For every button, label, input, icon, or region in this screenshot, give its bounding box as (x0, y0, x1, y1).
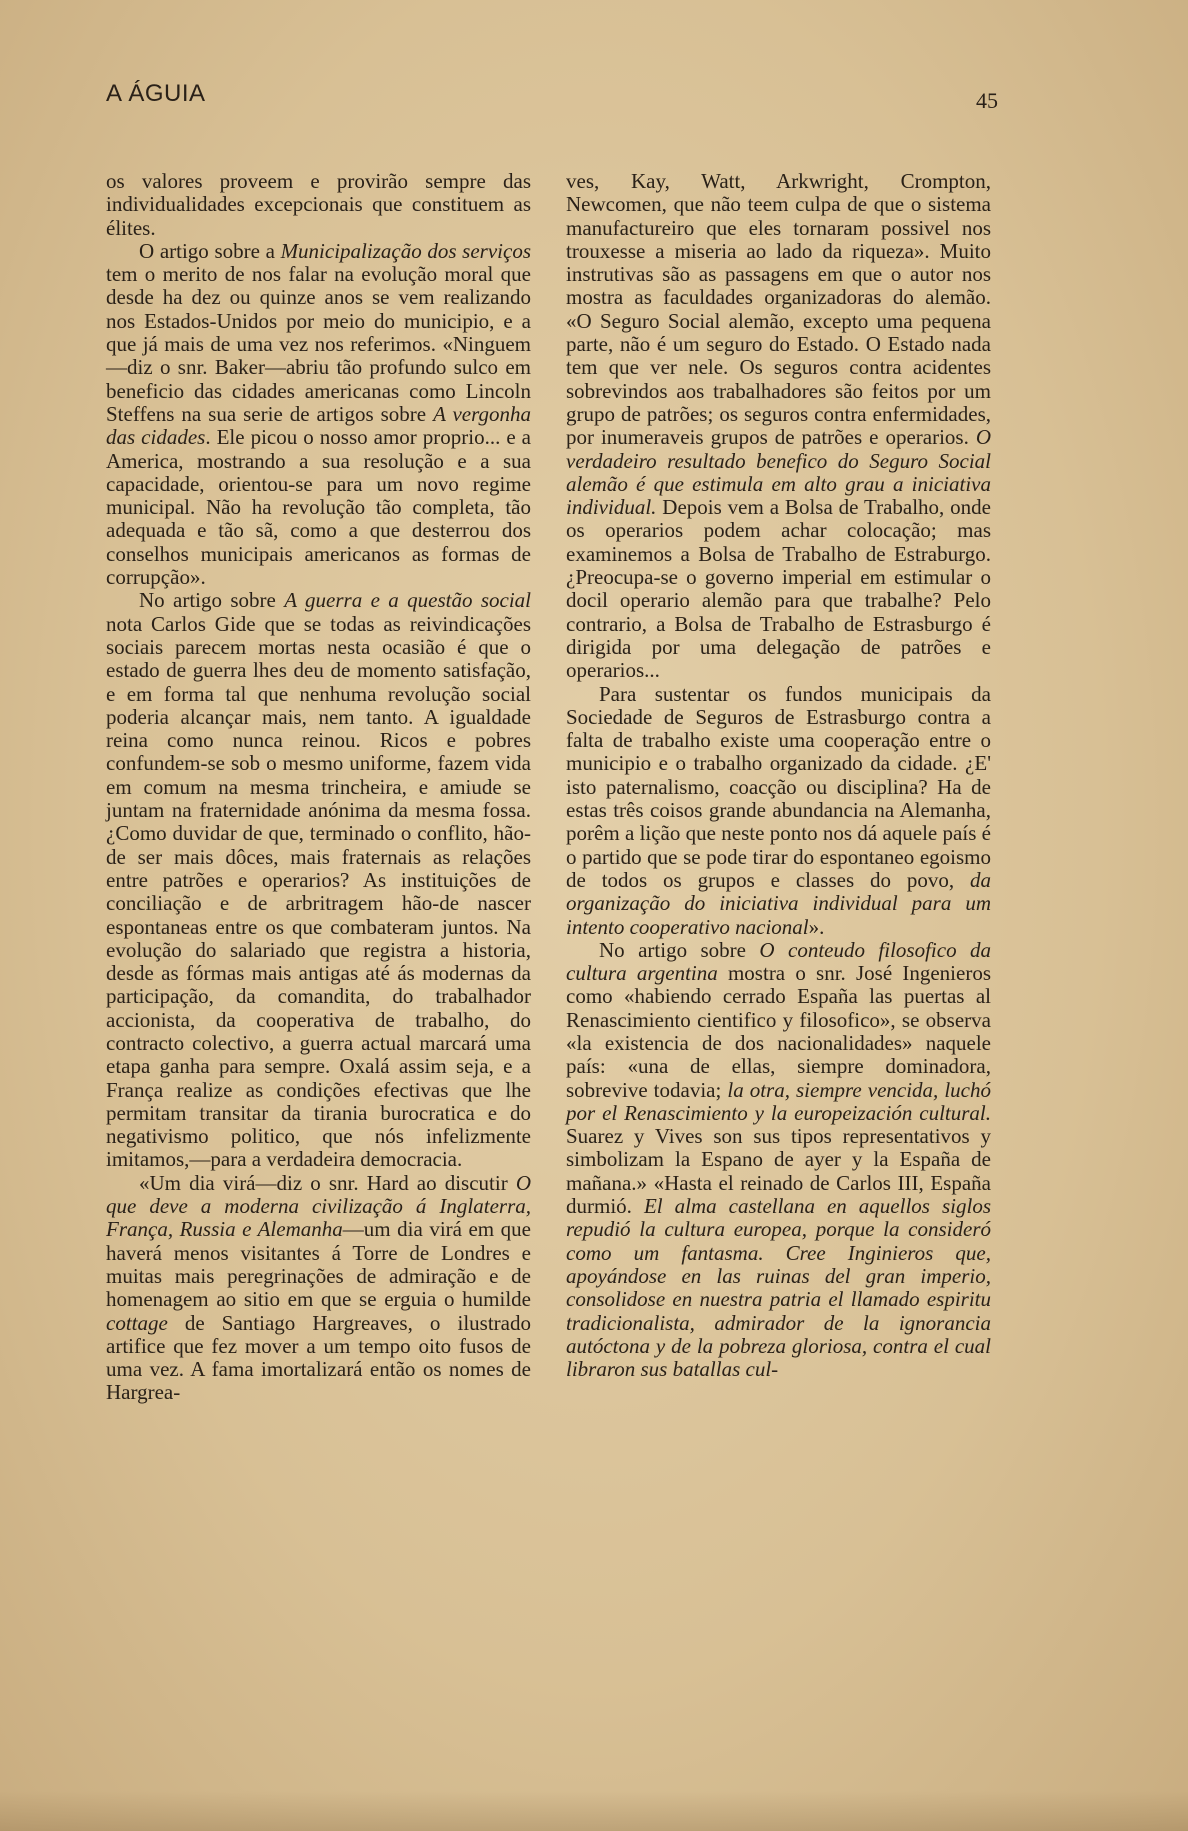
page-header (106, 80, 998, 114)
paragraph (106, 589, 531, 1171)
text-run: Suarez y Vives son sus tipos representativos y simbolizam la Espano de ayer y la España de mañana.» «Hasta el reinado de Carlos III, España durmió. (566, 1124, 991, 1219)
text-run: O artigo sobre a (139, 238, 281, 263)
text-run: de Santiago Hargreaves, o ilustrado artifice que fez mover a um tempo oito fusos de uma vez. A fama imortalizará então os nomes de Hargrea- (106, 1310, 531, 1405)
italic-text: cottage (106, 1310, 168, 1335)
text-run: tem o merito de nos falar na evolução moral que desde ha dez ou quinze anos se vem realizando nos Estados-Unidos por meio do municipio, e a que já mais de uma vez nos referimos. «Ninguem—diz o snr. Baker—abriu tão profundo sulco em beneficio das cidades americanas como Lincoln Steffens na sua serie de artigos sobre (106, 262, 531, 426)
right-text-column (566, 170, 991, 1381)
text-run: Depois vem a Bolsa de Trabalho, onde os operarios podem achar colocação; mas examinemos a Bolsa de Trabalho de Estraburgo. ¿Preocupa-se o governo imperial em estimular o docil operario alemão para que trabalhe? Pelo contrario, a Bolsa de Trabalho de Estrasburgo é dirigida por uma delegação de patrões e operarios... (566, 495, 991, 683)
paragraph (566, 170, 991, 683)
text-run: Para sustentar os fundos municipais da Sociedade de Seguros de Estrasburgo contra a falta de trabalho existe uma cooperação entre o municipio e o trabalho organizado da cidade. ¿E' isto paternalismo, coacção ou disciplina? Ha de estas três coisos grande abundancia na Alemanha, porêm a lição que neste ponto nos dá aquele país é o partido que se pode tirar do espontaneo egoismo de todos os grupos e classes do povo, (566, 681, 991, 892)
italic-text: O verdadeiro resultado benefico do Seguro Social alemão é que estimula em alto grau a iniciativa individual. (566, 425, 991, 520)
text-run: «Um dia virá—diz o snr. Hard ao discutir (139, 1170, 516, 1195)
text-run: ». (808, 914, 825, 939)
text-run: mostra o snr. José Ingenieros como «habiendo cerrado España las puertas al Renascimiento cientifico y filosofico», se observa «la existencia de dos nacionalidades» naquele país: «una de ellas, siempre dominadora, sobrevive todavia; (566, 961, 992, 1102)
italic-text: da organização do iniciativa individual para um intento cooperativo nacional (566, 867, 991, 939)
paragraph (106, 240, 531, 589)
italic-text: O conteudo filosofico da cultura argentina (566, 937, 992, 986)
italic-text: El alma castellana en aquellos siglos repudió la cultura europea, porque la consideró como um fantasma. Cree Inginieros que, apoyándose en las ruinas del gran imperio, consolidose en nuestra patria el llamado espiritu tradicionalista, admirador de la ignorancia autóctona y de la pobreza gloriosa, contra el cual libraron sus batallas cul- (566, 1194, 991, 1382)
italic-text: A guerra e a questão social (284, 588, 531, 613)
page-number: 45 (976, 88, 998, 113)
text-run: ves, Kay, Watt, Arkwright, Crompton, Newcomen, que não teem culpa de que o sistema manufactureiro que eles tornaram possivel nos trouxesse a miseria ao lado da riqueza». Muito instrutivas são as passagens em que o autor nos mostra as faculdades organizadoras do alemão. «O Seguro Social alemão, excepto uma pequena parte, não é um seguro do Estado. O Estado nada tem que ver nele. Os seguros contra acidentes sobrevindos aos trabalhadores são feitos por um grupo de patrões; os seguros contra enfermidades, por inumeraveis grupos de patrões e operarios. (566, 169, 991, 450)
paragraph (566, 939, 991, 1382)
text-run: os valores proveem e provirão sempre das individualidades excepcionais que constituem as élites. (106, 169, 531, 240)
paragraph (106, 170, 531, 240)
italic-text: Municipalização dos serviços (280, 238, 531, 263)
italic-text: A vergonha das cidades (106, 401, 532, 450)
paragraph (106, 1172, 531, 1405)
text-run: nota Carlos Gide que se todas as reivindicações sociais parecem mortas nesta ocasião é que o estado de guerra lhes deu de momento satisfação, e em forma tal que nenhuma revolução social poderia alcançar mais, nem tanto. A igualdade reina como nunca reinou. Ricos e pobres confundem-se sob o mesmo uniforme, fazem vida em comum na mesma trincheira, e amiude se juntam na fraternidade anónima da mesma fossa. ¿Como duvidar de que, terminado o conflito, hão-de ser mais dôces, mais fraternais as relações entre patrões e operarios? As instituições de conciliação e de arbritragem hão-de nascer espontaneas entre os que combateram juntos. Na evolução do salariado que registra a historia, desde as fórmas mais antigas até ás modernas da participação, da comandita, do trabalhador accionista, da cooperativa de trabalho, do contracto colectivo, a guerra actual marcará uma etapa ganha para sempre. Oxalá assim seja, e a França realize as condições efectivas que lhe permitam transitar da tirania burocratica e do negativismo politico, que nós infelizmente imitamos,—para a verdadeira democracia. (106, 611, 531, 1172)
italic-text: la otra, siempre vencida, luchó por el Renascimiento y la europeización cultural. (566, 1077, 991, 1125)
text-run: . Ele picou o nosso amor proprio... e a America, mostrando a sua resolução e a sua capacidade, orientou-se para um novo regime municipal. Não ha revolução tão completa, tão adequada e tão sã, como a que desterrou dos conselhos municipais americanos as formas de corrupção». (106, 425, 532, 590)
running-title: A ÁGUIA (106, 80, 206, 107)
page-bottom-edge (0, 1791, 1188, 1831)
left-text-column (106, 170, 531, 1405)
text-run: No artigo sobre (599, 937, 760, 962)
italic-text: O que deve a moderna civilização á Inglaterra, França, Russia e Alemanha (106, 1170, 531, 1242)
text-run: —um dia virá em que haverá menos visitantes á Torre de Londres e muitas mais peregrinações de admiração e de homenagem ao sitio em que se erguia o humilde (106, 1217, 531, 1312)
paragraph (566, 683, 991, 939)
text-run: No artigo sobre (139, 588, 285, 613)
